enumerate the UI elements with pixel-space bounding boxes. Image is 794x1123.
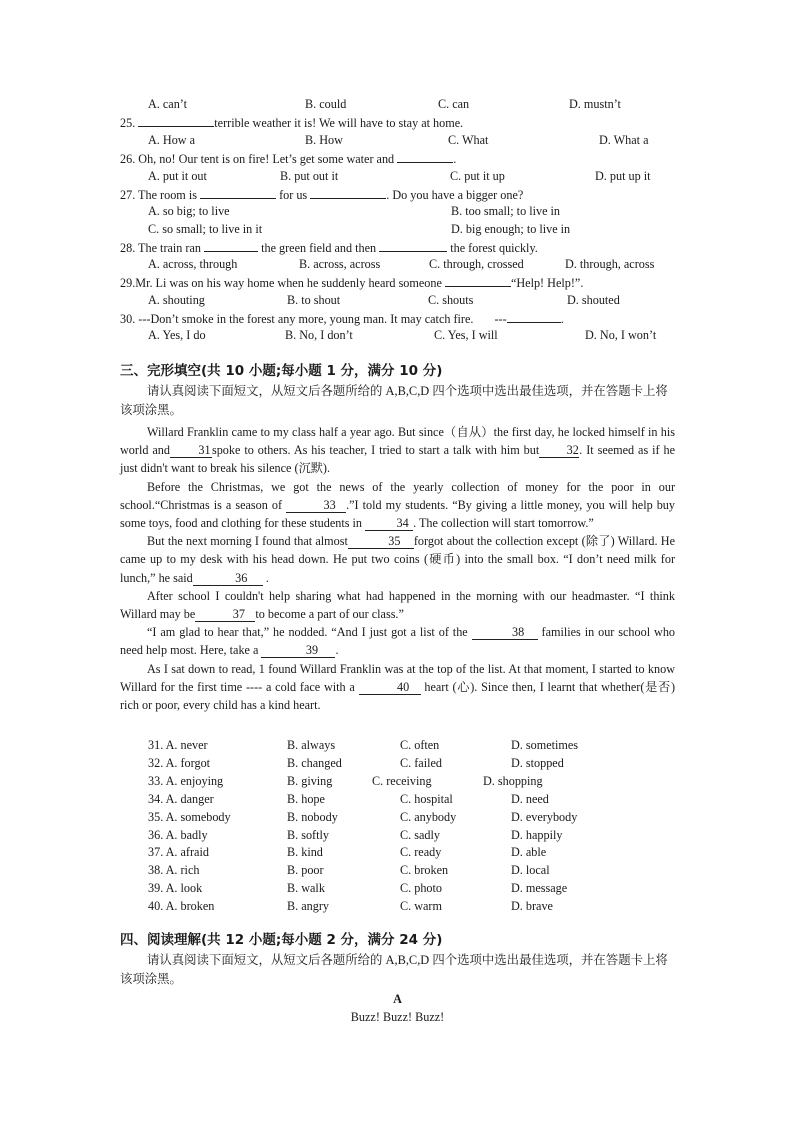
q30-reply: --- — [494, 312, 507, 326]
cloze-text: families in our school who need help most. Here, take a — [120, 625, 676, 658]
cloze-option-c: C. ready — [400, 845, 442, 860]
q30-end: . — [560, 312, 564, 326]
cloze-text: forgot about the collection except (除了) Willard. He came up to my desk with his head down. He put two coins (硬币) into the small box. “I don’t need milk for lunch,” he said — [120, 534, 675, 585]
cloze-option-d: D. brave — [511, 899, 553, 914]
q25-text: terrible weather it is! We will have to stay at home. — [214, 116, 464, 130]
cloze-option-d: D. happily — [511, 827, 563, 842]
cloze-blank-38: 38 — [472, 626, 538, 640]
cloze-option-a: 35. A. somebody — [148, 809, 231, 824]
cloze-question-row — [120, 790, 675, 808]
answer-blank — [379, 238, 447, 252]
cloze-blank-35: 35 — [348, 535, 414, 549]
cloze-option-a: 40. A. broken — [148, 899, 215, 914]
cloze-passage — [120, 423, 675, 714]
cloze-option-b: B. always — [287, 738, 336, 752]
cloze-text: .”I told my students. “By giving a little money, you will help buy some toys, food and clothing for these students in — [120, 497, 675, 531]
q30-options — [120, 326, 675, 344]
cloze-option-c: C. often — [400, 738, 440, 752]
cloze-blank-33: 33 — [286, 499, 346, 513]
cloze-option-c: C. broken — [400, 863, 449, 878]
cloze-blank-40: 40 — [359, 681, 421, 695]
q26-end: . — [453, 152, 457, 166]
cloze-question-row — [120, 736, 675, 754]
q28-option-a: A. across, through — [148, 257, 238, 271]
answer-blank — [204, 238, 258, 252]
cloze-option-a: 39. A. look — [148, 881, 203, 896]
cloze-question-row — [120, 897, 675, 915]
q24-options — [120, 95, 675, 113]
cloze-option-b: B. angry — [287, 899, 329, 914]
cloze-paragraph-4 — [120, 587, 675, 623]
cloze-option-d: D. need — [511, 791, 549, 806]
q29-text-post: “Help! Help!”. — [510, 276, 584, 290]
cloze-blank-37: 37 — [195, 608, 255, 622]
q26-option-a: A. put it out — [148, 169, 207, 183]
q26-option-c: C. put it up — [450, 169, 505, 183]
cloze-option-b: B. kind — [287, 845, 323, 860]
cloze-text: . — [335, 643, 339, 658]
q30-option-c: C. Yes, I will — [434, 328, 498, 342]
q28-option-c: C. through, crossed — [429, 257, 524, 271]
cloze-question-row — [120, 754, 675, 772]
cloze-option-b: B. poor — [287, 863, 324, 878]
cloze-option-c: C. sadly — [400, 827, 440, 842]
q25-option-a: A. How a — [148, 133, 196, 147]
cloze-option-a: 34. A. danger — [148, 791, 214, 806]
cloze-text: As I sat down to read, 1 found Willard Franklin was at the top of the list. At that moment, I started to know Willard for the first time ---- a cold face with a — [120, 661, 675, 694]
q28-option-d: D. through, across — [565, 257, 655, 271]
cloze-blank-36: 36 — [193, 572, 263, 586]
q28-text-mid: the green field and then — [261, 241, 377, 255]
q24-option-a: A. can’t — [148, 97, 188, 111]
answer-blank — [138, 113, 214, 127]
cloze-option-c: C. warm — [400, 899, 442, 914]
cloze-option-c: C. anybody — [400, 809, 457, 824]
cloze-option-c: C. receiving — [372, 773, 432, 788]
cloze-text: . It seemed as if he just didn't want to break his silence (沉默). — [120, 443, 675, 476]
q27-option-d: D. big enough; to live in — [451, 222, 571, 236]
cloze-option-a: 37. A. afraid — [148, 845, 209, 860]
q30-text: 30. ---Don’t smoke in the forest any more, young man. It may catch fire. — [120, 312, 474, 326]
passage-label: A — [393, 992, 402, 1006]
cloze-question-row — [120, 879, 675, 897]
q27-text-mid: for us — [279, 188, 308, 202]
cloze-text: Willard Franklin came to my class half a year ago. But since（自从）the first day, he locked himself in his world and — [120, 425, 675, 458]
cloze-option-d: D. stopped — [511, 755, 564, 770]
q27-text-post: . Do you have a bigger one? — [386, 188, 524, 202]
q26-stem — [120, 149, 675, 167]
cloze-option-a: 31. A. never — [148, 738, 208, 752]
cloze-paragraph-3 — [120, 532, 675, 587]
q30-option-d: D. No, I won’t — [585, 328, 657, 342]
cloze-question-row — [120, 861, 675, 879]
cloze-text: After school I couldn't help sharing what had happened in the morning with our headmaster. “I think Willard may be — [120, 588, 675, 622]
cloze-option-d: D. everybody — [511, 809, 578, 824]
cloze-option-a: 32. A. forgot — [148, 755, 211, 770]
q25-options — [120, 131, 675, 149]
cloze-option-b: B. hope — [287, 791, 325, 806]
q28-stem — [120, 238, 675, 256]
q27-option-c: C. so small; to live in it — [148, 222, 263, 236]
q27-options-row2 — [120, 220, 675, 238]
q27-options-row1 — [120, 202, 675, 220]
q29-options — [120, 291, 675, 309]
q25-option-c: C. What — [448, 133, 489, 147]
q24-option-c: C. can — [438, 97, 470, 111]
section3-heading: 三、完形填空(共 10 小题;每小题 1 分，满分 10 分) — [120, 363, 443, 379]
section4-heading: 四、阅读理解(共 12 小题;每小题 2 分，满分 24 分) — [120, 932, 443, 948]
answer-blank — [310, 185, 386, 199]
cloze-question-row — [120, 843, 675, 861]
cloze-text: “I am glad to hear that,” he nodded. “And I just got a list of the — [147, 625, 468, 640]
cloze-question-row — [120, 772, 675, 790]
cloze-blank-34: 34 — [365, 517, 413, 531]
cloze-option-a: 38. A. rich — [148, 863, 200, 878]
q29-stem — [120, 273, 675, 291]
cloze-option-c: C. photo — [400, 881, 442, 896]
q27-option-b: B. too small; to live in — [451, 204, 561, 218]
q29-text-pre: 29.Mr. Li was on his way home when he suddenly heard someone — [120, 276, 442, 290]
q26-text: 26. Oh, no! Our tent is on fire! Let’s get some water and — [120, 152, 395, 166]
cloze-question-row — [120, 808, 675, 826]
q27-stem — [120, 185, 675, 203]
q24-option-d: D. mustn’t — [569, 97, 621, 111]
cloze-text: Before the Christmas, we got the news of the yearly collection of money for the poor in our school.“Christmas is a season of — [120, 479, 675, 512]
cloze-option-b: B. nobody — [287, 809, 338, 824]
cloze-paragraph-6 — [120, 660, 675, 715]
cloze-question-row — [120, 826, 675, 844]
q30-option-a: A. Yes, I do — [148, 328, 206, 342]
cloze-option-d: D. able — [511, 845, 547, 860]
cloze-option-a: 36. A. badly — [148, 827, 208, 842]
section3-instruction: 请认真阅读下面短文，从短文后各题所给的 A,B,C,D 四个选项中选出最佳选项，并在答题卡上将该项涂黑。 — [120, 384, 668, 417]
q25-number: 25. — [120, 116, 136, 130]
q29-option-a: A. shouting — [148, 293, 205, 307]
q29-option-b: B. to shout — [287, 293, 341, 307]
cloze-option-b: B. giving — [287, 773, 333, 788]
cloze-text: spoke to others. As his teacher, I tried to start a talk with him but — [211, 443, 540, 458]
q29-option-d: D. shouted — [567, 293, 620, 307]
q29-option-c: C. shouts — [428, 293, 474, 307]
cloze-paragraph-1 — [120, 423, 675, 478]
cloze-text: But the next morning I found that almost — [147, 534, 348, 549]
q25-option-b: B. How — [305, 133, 343, 147]
q25-stem — [120, 113, 675, 131]
q28-options — [120, 255, 675, 273]
cloze-paragraph-2 — [120, 478, 675, 533]
q28-option-b: B. across, across — [299, 257, 381, 271]
cloze-blank-39: 39 — [261, 644, 335, 658]
q26-options — [120, 167, 675, 185]
q24-option-b: B. could — [305, 97, 347, 111]
section4-instruction: 请认真阅读下面短文，从短文后各题所给的 A,B,C,D 四个选项中选出最佳选项，并在答题卡上将该项涂黑。 — [120, 953, 668, 986]
passage-title: Buzz! Buzz! Buzz! — [350, 1010, 445, 1024]
q30-stem — [120, 309, 675, 327]
q26-option-d: D. put up it — [595, 169, 651, 183]
answer-blank — [200, 185, 276, 199]
cloze-option-b: B. walk — [287, 881, 325, 896]
cloze-text: to become a part of our class.” — [255, 607, 404, 622]
cloze-text: heart (心). Since then, I learnt that whether(是否) rich or poor, every child has a kind heart. — [120, 679, 676, 713]
cloze-text: . — [265, 570, 269, 585]
cloze-blank-32: 32 — [539, 444, 579, 458]
q28-text-post: the forest quickly. — [450, 241, 538, 255]
q27-text-pre: 27. The room is — [120, 188, 197, 202]
cloze-option-c: C. failed — [400, 755, 442, 770]
q27-option-a: A. so big; to live — [148, 204, 230, 218]
answer-blank — [397, 149, 453, 163]
cloze-paragraph-5 — [120, 623, 675, 659]
cloze-option-d: D. message — [511, 881, 568, 896]
answer-blank — [445, 273, 511, 287]
cloze-option-b: B. changed — [287, 755, 342, 770]
cloze-option-a: 33. A. enjoying — [148, 773, 224, 788]
cloze-option-d: D. sometimes — [511, 738, 579, 752]
cloze-option-b: B. softly — [287, 827, 329, 842]
q28-text-pre: 28. The train ran — [120, 241, 201, 255]
cloze-option-c: C. hospital — [400, 791, 453, 806]
cloze-blank-31: 31 — [170, 444, 212, 458]
q26-option-b: B. put out it — [280, 169, 339, 183]
cloze-option-d: D. local — [511, 863, 550, 878]
answer-blank — [507, 309, 561, 323]
q25-option-d: D. What a — [599, 133, 649, 147]
q30-option-b: B. No, I don’t — [285, 328, 353, 342]
cloze-text: . The collection will start tomorrow.” — [413, 516, 594, 531]
cloze-option-d: D. shopping — [483, 773, 543, 788]
